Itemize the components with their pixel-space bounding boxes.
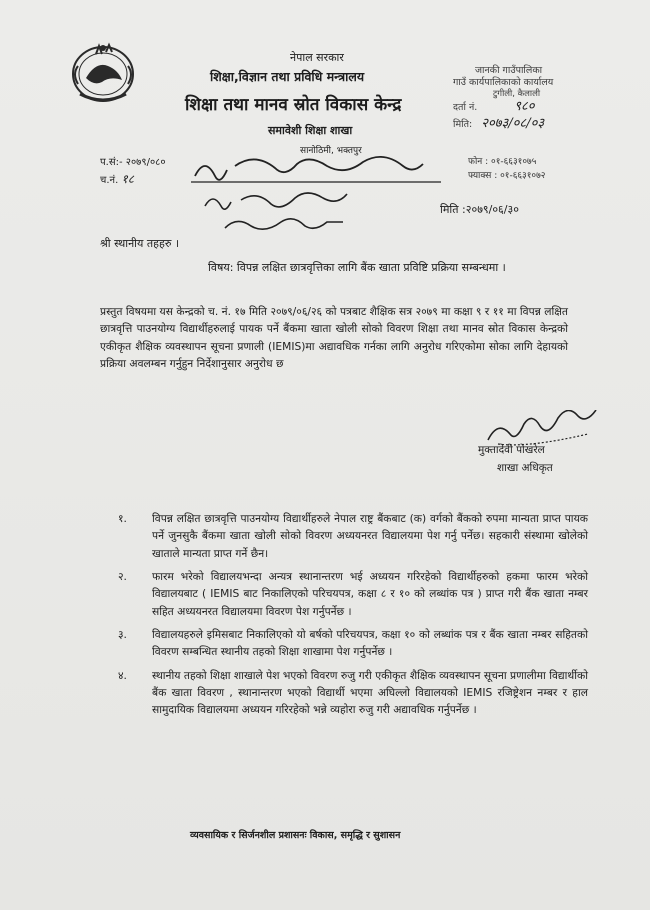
header-location: सानोठिमी, भक्तपुर [300, 146, 362, 156]
contact-phone: फोन : ०१-६६३१०७५ [468, 157, 537, 167]
signatory-name: मुक्तादेवी पोखरेल [478, 444, 545, 456]
received-stamp [453, 65, 613, 132]
handwritten-endorsement-scribble [185, 148, 445, 238]
nepal-emblem-icon [66, 36, 140, 106]
stamp-miti-label: मिति: [453, 118, 473, 130]
list-item-number: १. [118, 512, 127, 525]
stamp-miti-value: २०७३/०८/०३ [481, 115, 545, 131]
header-branch: समावेशी शिक्षा शाखा [268, 124, 353, 137]
list-item-text: विपन्न लक्षित छात्रवृत्ति पाउनयोग्य विद्यार्थीहरुले नेपाल राष्ट्र बैंकबाट (क) वर्गको बैंकको रुपमा मान्यता प्राप्त पायक पर्ने जुनसुकै बैंकमा खाता खोली सोको विवरण अध्ययनरत विद्यालयमा पेश गर्नु पर्नेछ। सहकारी संस्थामा खोलेको खाताले मान्यता प्राप्त गर्ने छैन। [152, 512, 588, 560]
stamp-line-3: टुगीली, कैलाली [493, 88, 541, 99]
reference-cn-value: १८ [121, 171, 134, 186]
reference-ps: प.सं:- २०७९/०८० [100, 157, 166, 168]
instruction-list [118, 510, 588, 725]
body-paragraph: प्रस्तुत विषयमा यस केन्द्रको च. नं. १७ मिति २०७९/०६/२६ को पत्रबाट शैक्षिक सत्र २०७९ मा कक्षा ९ र ११ मा विपन्न लक्षित छात्रवृत्ति पाउनयोग्य विद्यार्थीहरुलाई पायक पर्ने बैंकमा खाता खोली सोको विवरण शिक्षा तथा मानव स्रोत विकास केन्द्रको एकीकृत शैक्षिक व्यवस्थापन सूचना प्रणाली (IEMIS)मा अद्यावधिक गर्नका लागि अनुरोध गरिएकोमा सोका लागि देहायको प्रक्रिया अवलम्बन गर्नुहुन निर्देशानुसार अनुरोध छ [100, 305, 568, 370]
letter-date: मिति :२०७९/०६/३० [440, 203, 519, 216]
footer-slogan: व्यवसायिक र सिर्जनशील प्रशासनः विकास, समृद्धि र सुशासन [190, 830, 401, 841]
list-item-text: स्थानीय तहको शिक्षा शाखाले पेश भएको विवरण रुजु गरी एकीकृत शैक्षिक व्यवस्थापन सूचना प्रणालीमा विद्यार्थीको बैंक खाता विवरण , स्थानान्तरण भएको विद्यार्थी भएमा अघिल्लो विद्यालयको IEMIS रजिष्ट्रेशन नम्बर र हाल सामुदायिक विद्यालयमा अध्ययन गरिरहेको भन्ने व्यहोरा रुजु गरी अद्यावधिक गर्नुपर्नेछ । [152, 668, 588, 717]
header-government: नेपाल सरकार [290, 51, 344, 64]
subject-line: विषय: विपन्न लक्षित छात्रवृत्तिका लागि बैंक खाता प्रविष्टि प्रक्रिया सम्बन्धमा । [208, 261, 506, 274]
list-item-text: फारम भरेको विद्यालयभन्दा अन्यत्र स्थानान्तरण भई अध्ययन गरिरहेको विद्यार्थीहरुको हकमा फारम भरेको विद्यालयबाट ( IEMIS बाट निकालिएको परिचयपत्र, कक्षा ८ र १० को लब्धांक पत्र ) प्राप्त गरी बैंक खाता नम्बर सहित अध्ययनरत विद्यालयमा विवरण पेश गर्नुपर्नेछ । [152, 569, 588, 618]
list-item-text: विद्यालयहरुले इमिसबाट निकालिएको यो बर्षको परिचयपत्र, कक्षा १० को लब्धांक पत्र र बैंक खाता नम्बर सहितको विवरण सम्बन्धित स्थानीय तहको शिक्षा शाखामा पेश गर्नुपर्नेछ । [152, 627, 588, 659]
stamp-line-2: गाउँ कार्यपालिकाको कार्यालय [453, 76, 554, 88]
reference-block [100, 156, 166, 188]
list-item-number: ३. [118, 627, 127, 641]
header-ministry: शिक्षा,विज्ञान तथा प्रविधि मन्त्रालय [210, 69, 365, 84]
list-item [118, 510, 588, 562]
contact-fax: फ्याक्स : ०१-६६३१०७२ [468, 170, 546, 181]
signatory-title: शाखा अधिकृत [497, 462, 553, 474]
stamp-darta-label: दर्ता नं. [453, 102, 478, 114]
stamp-line-1: जानकी गाउँपालिका [475, 65, 543, 76]
contact-block [468, 156, 545, 184]
addressee: श्री स्थानीय तहहरु । [100, 237, 180, 250]
list-item [118, 667, 588, 719]
stamp-darta-value: ९८० [514, 99, 535, 115]
header-center: शिक्षा तथा मानव स्रोत विकास केन्द्र [185, 95, 402, 115]
list-item-number: ४. [118, 668, 127, 682]
list-item [118, 626, 588, 661]
list-item-number: २. [118, 569, 127, 583]
list-item [118, 568, 588, 620]
reference-cn-label: च.नं. [100, 174, 119, 186]
